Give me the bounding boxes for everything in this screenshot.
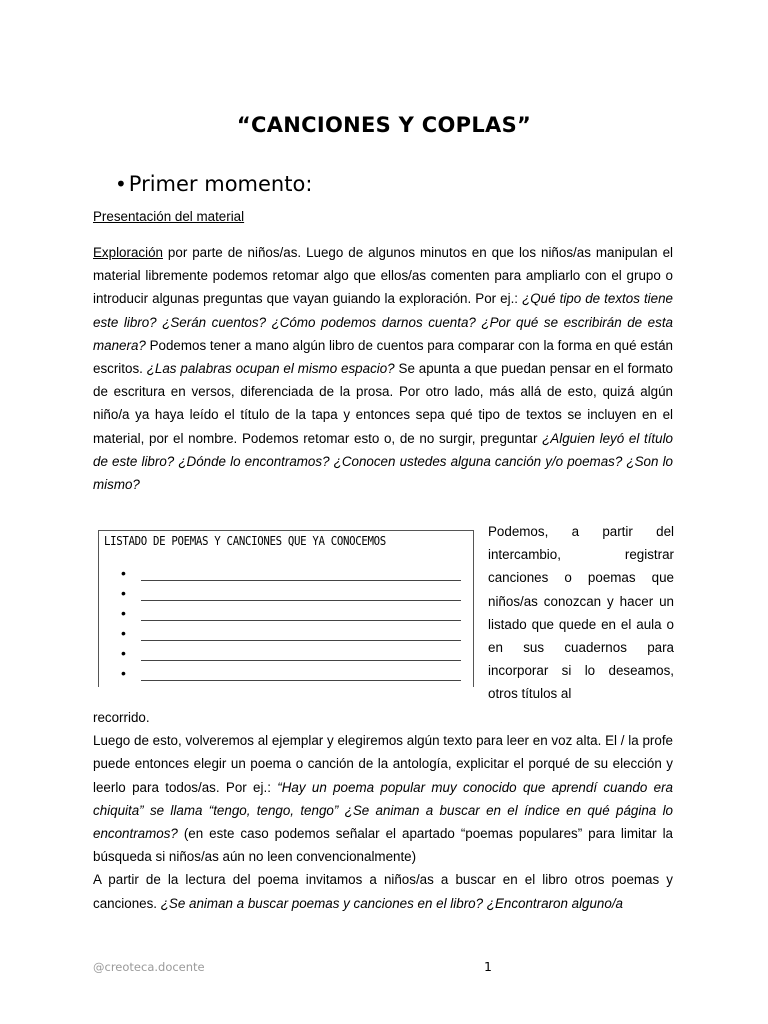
bullet-icon: • [121,565,126,581]
blank-line [141,600,461,601]
blank-line [141,680,461,681]
paragraph-text: Se apunta a que puedan pensar en el formato de escritura en versos, diferenciada de la prosa. Por otro lado, más allá de esto, quizá algún niño/a ya haya leído el título de la tapa y entonces sepa qué tipo de textos se incluyen en el material, por el nombre. Podemos retomar esto o, de no surgir, preguntar [93,361,673,446]
list-item [121,625,461,645]
poem-list-box [98,530,474,687]
list-item [121,605,461,625]
italic-questions: ¿Qué tipo de textos tiene este libro? ¿Serán cuentos? ¿Cómo podemos darnos cuenta? ¿Por qué se escribirán de esta manera? [93,291,673,353]
paragraph-line: recorrido. [93,710,150,725]
underlined-term: Exploración [93,245,163,260]
list-item [121,565,461,585]
blank-line [141,660,461,661]
paragraph-exploracion [93,241,673,496]
bullet-icon: • [121,585,126,601]
blank-line [141,620,461,621]
footer-handle: @creoteca.docente [93,960,205,974]
bullet-icon: • [121,625,126,641]
side-paragraph: Podemos, a partir del intercambio, registrar canciones o poemas que niños/as conozcan y hacer un listado que quede en el aula o en sus cuadernos para incorporar si lo deseamos, otros títulos al [488,524,674,702]
list-item [121,645,461,665]
paragraph-text: por parte de niños/as. Luego de algunos minutos en que los niños/as manipulan el material libremente podemos retomar algo que ellos/as comenten para ampliarlo con el grupo o introducir algunas preguntas que vayan guiando la exploración. Por ej.: [93,245,673,307]
heading-text: Primer momento: [128,172,313,196]
bullet-icon: • [121,645,126,661]
paragraph-text: Podemos tener a mano algún libro de cuentos para comparar con la forma en qué están escritos. [93,337,673,377]
heading-bullet: • [115,172,127,196]
italic-question: ¿Las palabras ocupan el mismo espacio? [146,361,395,377]
blank-line [141,640,461,641]
italic-questions: ¿Se animan a buscar poemas y canciones en el libro? ¿Encontraron alguno/a [160,895,623,911]
poem-list-title: LISTADO DE POEMAS Y CANCIONES QUE YA CONOCEMOS [104,533,386,548]
section-heading [115,172,312,196]
paragraph-text: A partir de la lectura del poema invitamos a niños/as a buscar en el libro otros poemas y canciones. [93,872,673,911]
italic-quote: “Hay un poema popular muy conocido que aprendí cuando era chiquita” se llama “tengo, tengo, tengo” ¿Se animan a buscar en el índice en qué página lo encontramos? [93,779,673,842]
paragraph-block [93,729,673,868]
paragraph-lectura [93,706,673,915]
bullet-icon: • [121,665,126,681]
document-title: “CANCIONES Y COPLAS” [236,113,532,137]
paragraph-text: Luego de esto, volveremos al ejemplar y elegiremos algún texto para leer en voz alta. El / la profe puede entonces elegir un poema o canción de la antología, explicitar el porqué de su elección y leerlo para todos/as. Por ej.: [93,733,673,795]
page-number: 1 [484,959,492,974]
list-item [121,665,461,685]
subsection-heading: Presentación del material [93,209,245,224]
bullet-icon: • [121,605,126,621]
list-item [121,585,461,605]
paragraph-block [93,868,673,914]
paragraph-text: (en este caso podemos señalar el apartado “poemas populares” para limitar la búsqueda si niños/as aún no leen convencionalmente) [93,826,673,865]
italic-questions: ¿Alguien leyó el título de este libro? ¿Dónde lo encontramos? ¿Conocen ustedes alguna canción y/o poemas? ¿Son lo mismo? [93,430,674,493]
blank-line [141,580,461,581]
